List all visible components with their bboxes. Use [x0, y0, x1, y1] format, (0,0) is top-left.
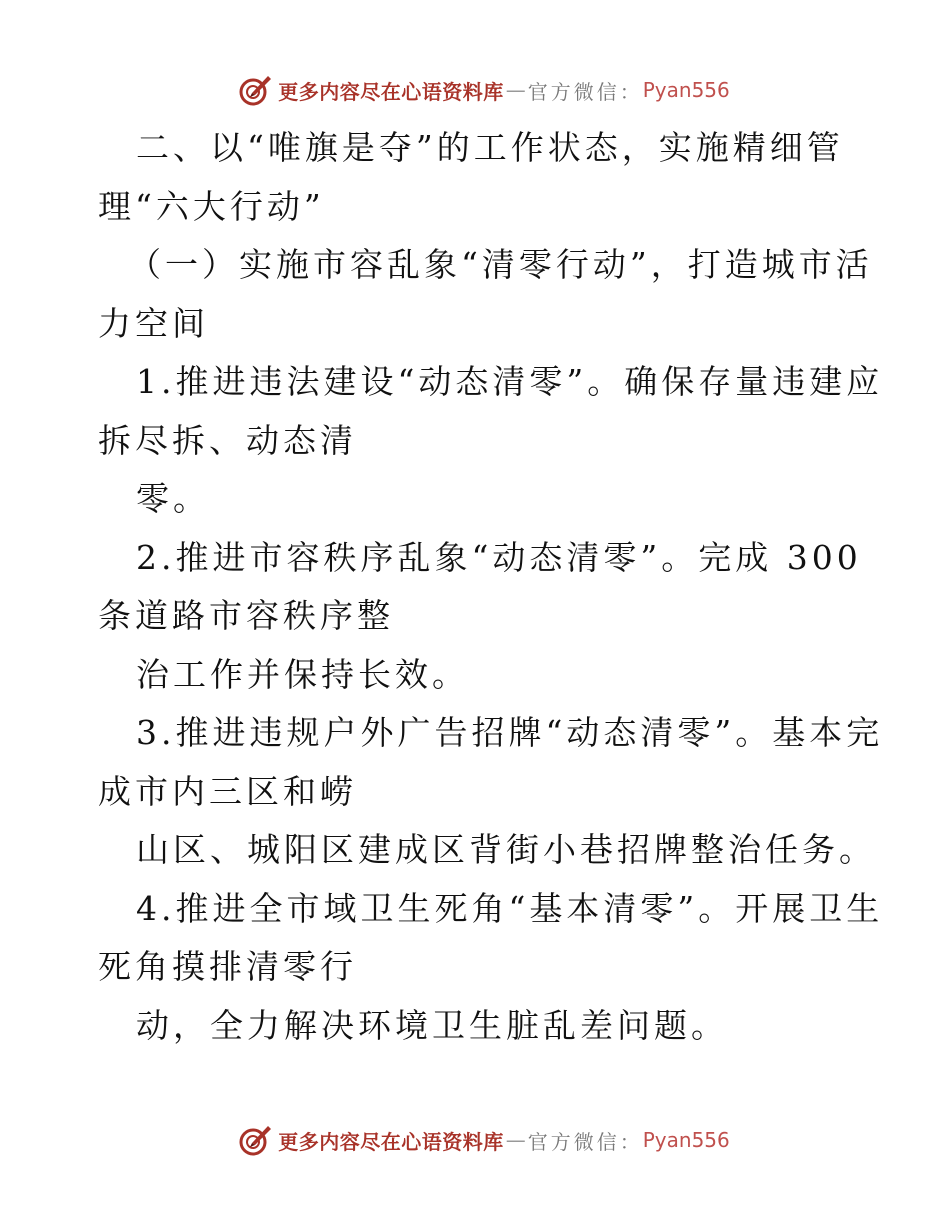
banner-wechat-id: Pyan556: [642, 78, 730, 102]
banner-official-label: 官方微信：: [527, 79, 643, 104]
section-heading-line-1: 二、以“唯旗是夺”的工作状态，实施精细管: [136, 128, 844, 167]
banner-main-text: 更多内容尽在心语资料库: [278, 1129, 504, 1154]
quill-pen-logo-icon: [238, 72, 274, 108]
item-2-line-1: 2.推进市容秩序乱象“动态清零”。完成 300: [136, 537, 862, 577]
quill-pen-logo-icon: [238, 1122, 274, 1158]
banner-dash: —: [505, 78, 526, 102]
item-1-line-1: 1.推进违法建设“动态清零”。确保存量违建应: [136, 362, 884, 401]
subsection-heading-line-2: 力空间: [98, 303, 209, 343]
banner-content: [238, 72, 730, 108]
item-2-line-3: 治工作并保持长效。: [136, 654, 469, 694]
banner-wechat-id: Pyan556: [642, 1128, 730, 1152]
item-4-line-3: 动，全力解决环境卫生脏乱差问题。: [136, 1005, 728, 1045]
banner-main-text: 更多内容尽在心语资料库: [278, 79, 504, 104]
banner-dash: —: [505, 1128, 526, 1152]
subsection-heading-line-1: （一）实施市容乱象“清零行动”，打造城市活: [128, 245, 873, 284]
item-3-line-1: 3.推进违规户外广告招牌“动态清零”。基本完: [136, 713, 884, 752]
item-3-line-3: 山区、城阳区建成区背街小巷招牌整治任务。: [136, 830, 876, 869]
footer-banner: [0, 1118, 950, 1162]
item-4-line-2: 死角摸排清零行: [98, 947, 357, 986]
item-3-line-2: 成市内三区和崂: [98, 771, 357, 811]
banner-content: [238, 1122, 730, 1158]
document-body: [98, 119, 884, 1055]
banner-official-label: 官方微信：: [527, 1129, 643, 1154]
section-heading-line-2: 理“六大行动”: [98, 186, 325, 226]
item-1-line-2: 拆尽拆、动态清: [98, 420, 357, 460]
header-banner: [0, 68, 950, 112]
item-2-line-2: 条道路市容秩序整: [98, 596, 394, 635]
item-4-line-1: 4.推进全市域卫生死角“基本清零”。开展卫生: [136, 888, 884, 928]
item-1-line-3: 零。: [136, 479, 210, 518]
